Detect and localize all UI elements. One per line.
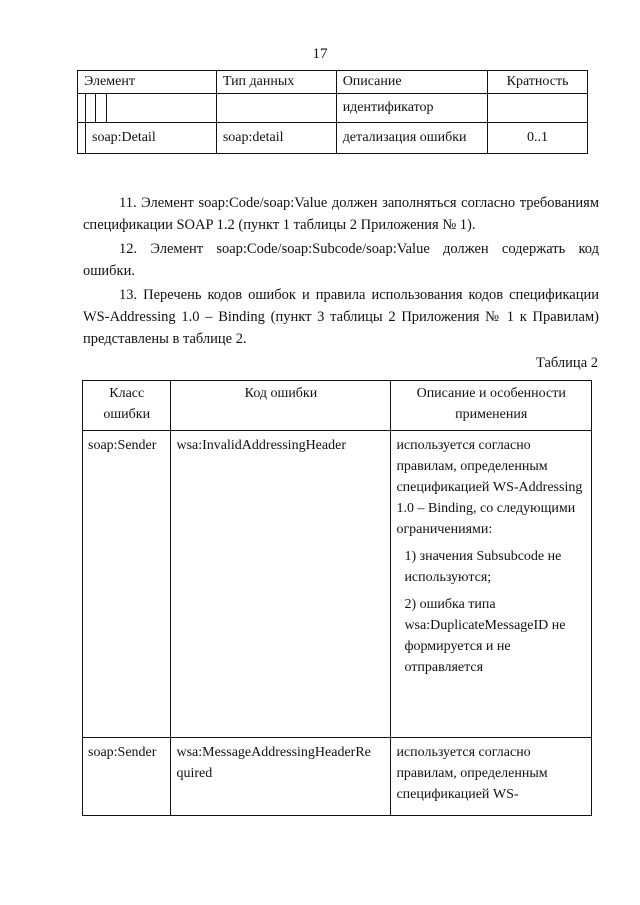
header-error-class: Класс ошибки (83, 381, 171, 431)
usage-description-text: используется согласно правилам, определенным спецификацией WS-Addressing 1.0 – Binding, со следующими ограничениями: (396, 438, 583, 537)
nesting-levels (78, 94, 216, 122)
type-cell (216, 94, 336, 123)
header-element: Элемент (78, 71, 217, 94)
paragraph-11: 11. Элемент soap:Code/soap:Value должен заполняться согласно требованиям спецификации SOAP 1.2 (пункт 1 таблицы 2 Приложения № 1). (83, 195, 599, 233)
usage-description-cell (391, 738, 592, 816)
nesting-bar (78, 94, 86, 122)
nesting-bar (78, 123, 86, 153)
error-class-cell: soap:Sender (83, 431, 171, 738)
header-multiplicity: Кратность (488, 71, 588, 94)
error-code-cell: wsa:InvalidAddressingHeader (171, 431, 391, 738)
paragraph-13: 13. Перечень кодов ошибок и правила использования кодов спецификации WS-Addressing 1.0 – Binding (пункт 3 таблицы 2 Приложения № 1 к Правилам) представлены в таблице 2. (83, 287, 599, 347)
type-cell: soap:detail (216, 123, 336, 154)
nesting-bar (86, 94, 96, 122)
description-cell: идентификатор (336, 94, 487, 123)
element-table-header (78, 71, 588, 94)
usage-restriction-1: 1) значения Subsubcode не используются; (404, 549, 562, 585)
usage-description-cell (391, 431, 592, 738)
multiplicity-cell: 0..1 (488, 123, 588, 154)
error-code-cell: wsa:MessageAddressingHeaderRe quired (171, 738, 391, 816)
table-row (83, 738, 592, 816)
element-cell (78, 123, 217, 154)
table-row (78, 123, 588, 154)
table-caption: Таблица 2 (535, 355, 598, 371)
page-number: 17 (312, 46, 328, 62)
header-data-type: Тип данных (216, 71, 336, 94)
usage-description-text: используется согласно правилам, определенным спецификацией WS- (396, 745, 548, 802)
nesting-levels (78, 123, 216, 153)
usage-restriction-2: 2) ошибка типа wsa:DuplicateMessageID не формируется и не отправляется (404, 597, 566, 675)
description-cell: детализация ошибки (336, 123, 487, 154)
error-table-header (83, 381, 592, 431)
element-cell (78, 94, 217, 123)
paragraph-12: 12. Элемент soap:Code/soap:Subcode/soap:Value должен содержать код ошибки. (83, 241, 599, 279)
error-code-table (82, 380, 592, 816)
multiplicity-cell (488, 94, 588, 123)
element-name (107, 94, 216, 122)
element-table (77, 70, 588, 154)
header-description: Описание (336, 71, 487, 94)
table-row (78, 94, 588, 123)
element-name: soap:Detail (92, 130, 156, 145)
error-class-cell: soap:Sender (83, 738, 171, 816)
table-row (83, 431, 592, 738)
header-usage-description: Описание и особенности применения (391, 381, 592, 431)
nesting-bar (96, 94, 107, 122)
header-error-code: Код ошибки (171, 381, 391, 431)
